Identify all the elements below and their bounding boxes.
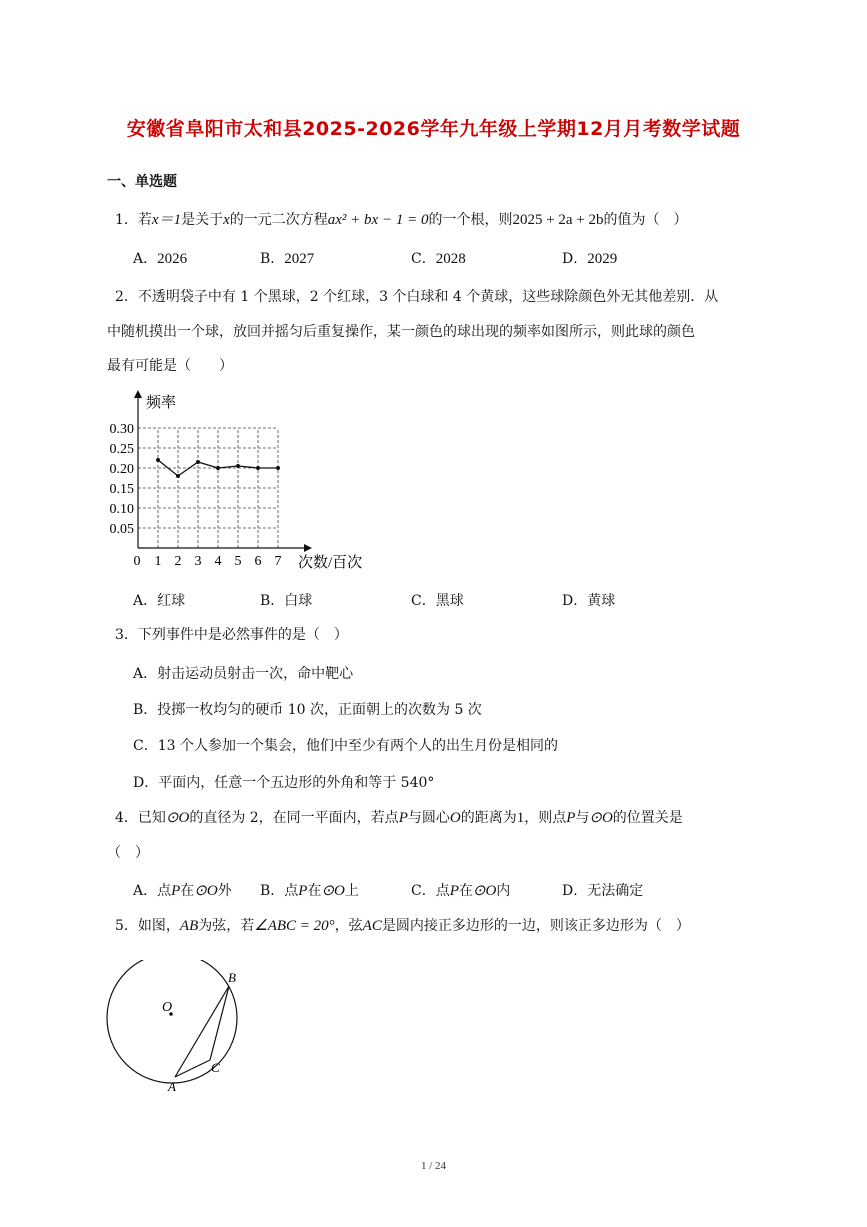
y-tick-label: 0.30 [109,422,134,437]
q2-option-b[interactable] [260,590,312,610]
q2-option-c[interactable] [411,590,464,610]
q1-text: 是关于 [181,212,224,228]
option-label: C． [411,251,436,267]
x-tick-label: 3 [194,554,202,569]
q1-text: 的一元二次方程 [229,212,328,228]
data-point [216,466,220,470]
q3-option-c[interactable]: C．13 个人参加一个集会，他们中至少有两个人的出生月份是相同的 [133,738,558,754]
label-c: C [211,1060,220,1075]
y-axis-arrow [134,390,142,398]
distance-value: 1 [516,810,525,826]
option-text: A．点 [133,883,172,899]
option-text: 内 [496,883,511,899]
option-value: 黑球 [435,593,464,609]
q4-text: 的位置关是 [612,810,683,826]
q1-option-b[interactable] [260,248,314,268]
option-label: A． [133,251,158,267]
x-tick-label: 7 [274,554,282,569]
point-symbol: P [171,883,181,899]
x-axis-arrow [304,544,312,552]
q4-option-c[interactable] [411,880,510,900]
x-tick-label: 1 [154,554,162,569]
option-label: C． [411,593,436,609]
frequency-line-chart [100,388,390,578]
q1-expression: 2025 + 2a + 2b [512,212,604,228]
q4-text: 的距离为 [460,810,517,826]
question-1-stem [115,210,688,230]
q5-text: ，弦 [334,918,363,934]
q5-text: 为弦，若 [198,918,255,934]
q2-line-2: 中随机摸出一个球，放回并摇匀后重复操作，某一颜色的球出现的频率如图所示，则此球的颜色 [107,324,695,340]
data-point [256,466,260,470]
point-symbol: P [449,883,459,899]
data-point [196,460,200,464]
q2-line-1: 2．不透明袋子中有 1 个黑球，2 个红球，3 个白球和 4 个黄球，这些球除颜色外无其他差别．从 [115,289,719,305]
q3-option-d[interactable]: D．平面内，任意一个五边形的外角和等于 540° [133,775,435,791]
q4-text: 的直径为 2，在同一平面内，若点 [189,810,399,826]
q1-text: 的值为（ ） [603,212,688,228]
q5-stem [115,916,690,936]
section-heading: 一、单选题 [107,174,177,190]
y-tick-label: 0.25 [109,442,134,457]
chord-bc [210,986,229,1060]
data-point [156,458,160,462]
point-symbol: P [566,810,576,826]
x-tick-label: 6 [254,554,262,569]
option-text: 在 [307,883,322,899]
q5-text: 是圆内接正多边形的一边，则该正多边形为（ ） [381,918,690,934]
y-axis-label: 频率 [146,395,177,411]
q1-equation: ax² + bx − 1 = 0 [327,212,429,228]
q4-line-2: （ ） [107,845,149,861]
option-label: B． [260,593,285,609]
circle-symbol: ⊙O [165,810,190,826]
q1-math: x＝1 [151,212,182,228]
circle-geometry-figure [100,960,260,1100]
q1-option-d[interactable] [562,248,617,268]
q4-text: 与 [575,810,590,826]
q1-text: 若 [137,212,152,228]
circle-symbol: ⊙O [194,883,218,899]
q4-stem [115,808,683,828]
circle-symbol: ⊙O [321,883,345,899]
option-label: B． [260,251,285,267]
option-value: 2029 [587,251,618,267]
label-a: A [168,1079,176,1094]
y-tick-label: 0.10 [109,502,134,517]
point-symbol: P [298,883,308,899]
center-symbol: O [449,810,461,826]
q1-option-c[interactable] [411,248,466,268]
data-point [236,464,240,468]
q4-option-b[interactable] [260,880,359,900]
option-text: 在 [458,883,473,899]
document-title: 安徽省阜阳市太和县2025-2026学年九年级上学期12月月考数学试题 [126,118,741,140]
q4-option-a[interactable] [133,880,232,900]
q2-line-3: 最有可能是（ ） [107,358,233,374]
option-text: B．点 [260,883,299,899]
x-tick-label: 0 [133,554,141,569]
q3-option-b[interactable]: B．投掷一枚均匀的硬币 10 次，正面朝上的次数为 5 次 [133,702,482,718]
q2-option-d[interactable] [562,590,615,610]
q1-text: 的一个根，则 [428,212,513,228]
option-label: D． [562,593,588,609]
option-label: D． [562,251,588,267]
data-point [176,474,180,478]
option-value: 2026 [157,251,188,267]
option-text: C．点 [411,883,450,899]
option-label: A． [133,593,158,609]
q4-text: 与圆心 [407,810,450,826]
y-tick-label: 0.20 [109,462,134,477]
q1-math: x [223,212,230,228]
circle-symbol: ⊙O [472,883,497,899]
q4-text: ，则点 [524,810,567,826]
q4-option-d[interactable]: D．无法确定 [562,883,644,899]
chord-label: AC [362,918,382,934]
label-b: B [228,970,236,985]
option-value: 2027 [284,251,315,267]
option-value: 黄球 [587,593,616,609]
q4-text: 4．已知 [115,810,166,826]
option-text: 上 [344,883,359,899]
option-value: 白球 [284,593,313,609]
page-number: 1 / 24 [420,1160,447,1172]
q3-option-a[interactable]: A．射击运动员射击一次，命中靶心 [133,666,354,682]
q5-text: 5．如图， [115,918,180,934]
label-o: O [162,1000,173,1015]
y-tick-label: 0.05 [109,522,134,537]
y-tick-label: 0.15 [109,482,134,497]
option-text: 外 [217,883,232,899]
data-point [276,466,280,470]
q1-option-a[interactable] [133,248,187,268]
chord-label: AB [179,918,199,934]
option-value: 红球 [157,593,186,609]
q1-number: 1． [115,212,138,228]
q3-stem: 3．下列事件中是必然事件的是（ ） [115,627,348,643]
x-tick-label: 2 [174,554,182,569]
angle-expression: ∠ABC = 20° [254,918,335,934]
q2-option-a[interactable] [133,590,185,610]
x-tick-label: 4 [214,554,222,569]
circle-symbol: ⊙O [589,810,613,826]
option-text: 在 [180,883,195,899]
option-value: 2028 [435,251,466,267]
point-symbol: P [398,810,408,826]
x-tick-label: 5 [234,554,242,569]
x-axis-label: 次数/百次 [298,555,363,571]
